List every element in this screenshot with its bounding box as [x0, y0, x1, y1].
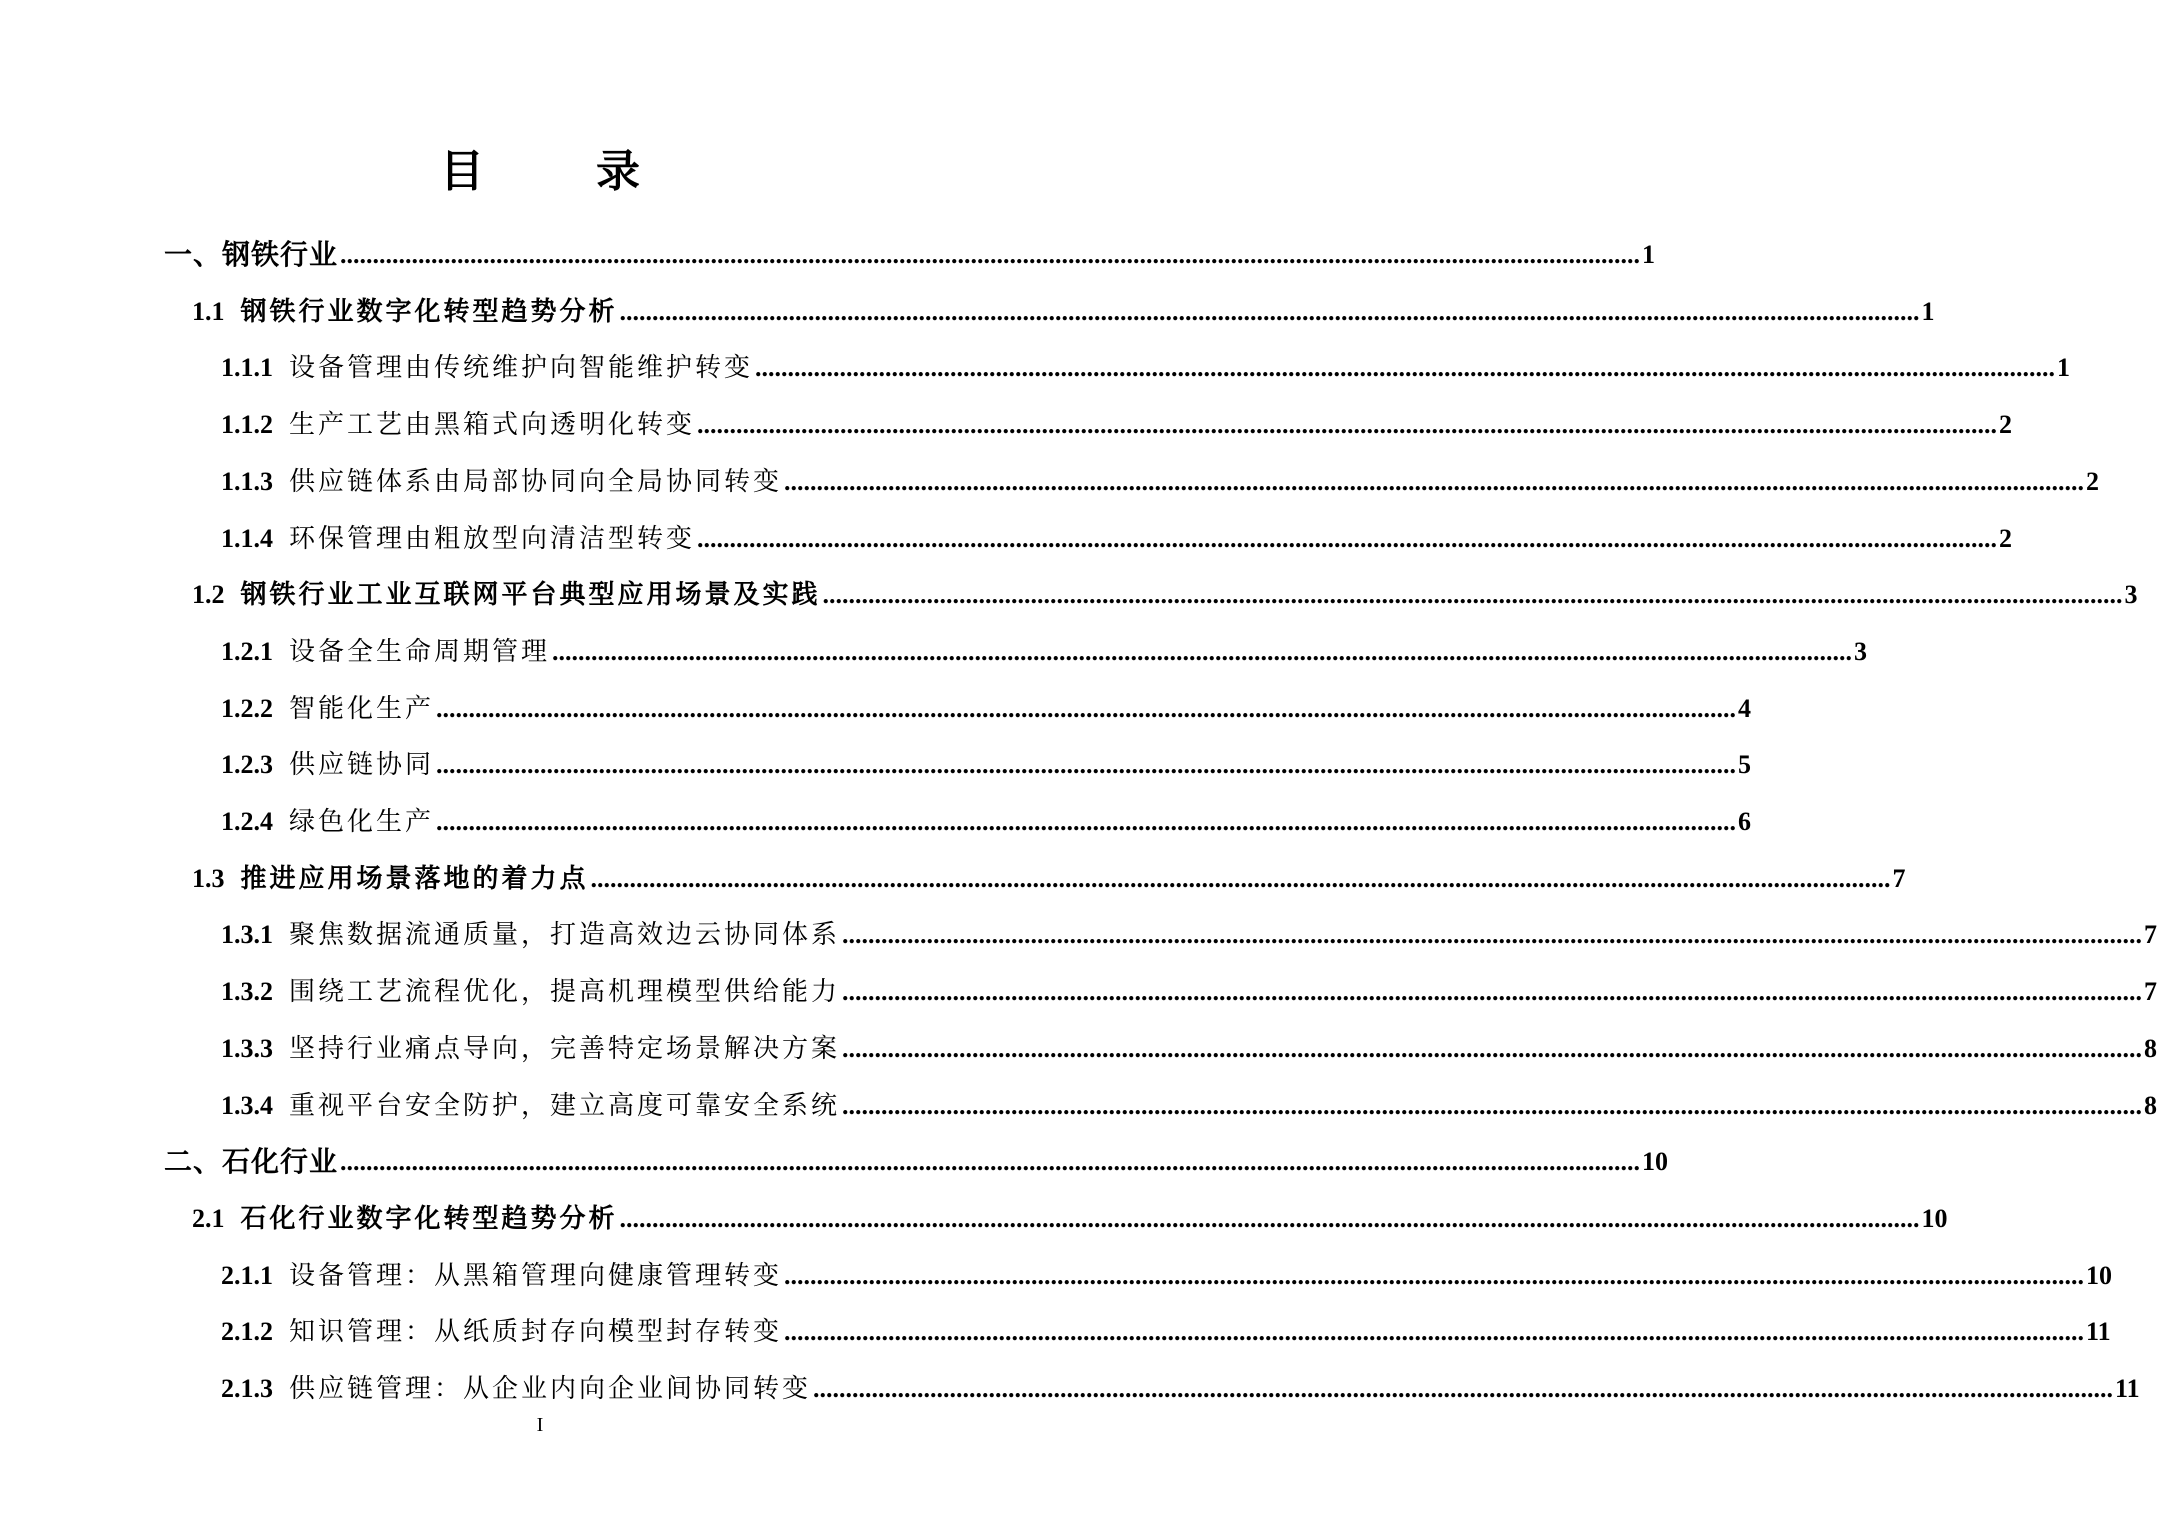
toc-dot-leader: ........................................................................................................................................................................................................ [842, 920, 2143, 950]
toc-entry-number: 1.3.1 [221, 920, 273, 950]
toc-entry-title: 围绕工艺流程优化，提高机理模型供给能力 [289, 977, 841, 1008]
toc-entry[interactable] [192, 840, 1906, 896]
toc-entry-title: 绿色化生产 [289, 807, 435, 837]
toc-entry-title: 供应链管理：从企业内向企业间协同转变 [289, 1374, 812, 1404]
toc-entry-number: 2.1 [192, 1203, 225, 1233]
toc-entry-page: 8 [2144, 1033, 2157, 1063]
toc-entry-page: 2 [1999, 523, 2013, 553]
toc-dot-leader: ........................................................................................................................................................................................................ [619, 296, 1920, 326]
toc-entry[interactable] [164, 216, 1656, 272]
toc-entry-number: 1.3.3 [221, 1033, 273, 1063]
toc-entry-title: 石化行业数字化转型趋势分析 [240, 1203, 618, 1234]
toc-entry[interactable] [221, 670, 1752, 726]
toc-entry-title: 推进应用场景落地的着力点 [240, 863, 589, 894]
toc-entry-number: 2.1.3 [221, 1374, 273, 1403]
toc-entry-title: 钢铁行业数字化转型趋势分析 [240, 296, 618, 327]
page-title-part-1: 目 [440, 146, 484, 197]
toc-entry-page: 10 [2086, 1260, 2113, 1290]
toc-entry[interactable] [221, 726, 1752, 782]
toc-entry[interactable] [221, 1237, 2113, 1293]
toc-entry-number: 1.1.3 [221, 466, 273, 496]
toc-entry-title: 重视平台安全防护，建立高度可靠安全系统 [289, 1090, 841, 1121]
toc-entry-title: 供应链体系由局部协同向全局协同转变 [289, 466, 783, 497]
toc-entry-title: 设备全生命周期管理 [289, 636, 551, 667]
toc-entry[interactable] [192, 1180, 1948, 1236]
page-title-part-2: 录 [596, 146, 640, 197]
toc-entry-page: 10 [1921, 1203, 1948, 1233]
toc-entry-page: 6 [1738, 807, 1752, 836]
toc-entry-page: 2 [1999, 410, 2013, 440]
toc-entry-number: 2.1.1 [221, 1260, 273, 1290]
toc-entry-page: 7 [2144, 920, 2157, 950]
toc-dot-leader: ........................................................................................................................................................................................................ [784, 466, 2085, 496]
page-number: I [536, 1414, 544, 1436]
toc-entry-number: 1.3.4 [221, 1090, 273, 1120]
toc-entry-number: 1.2.1 [221, 636, 273, 666]
toc-entry-number: 1.1.2 [221, 410, 273, 440]
toc-entry-title: 智能化生产 [289, 693, 435, 724]
toc-entry-number: 1.3.2 [221, 977, 273, 1007]
toc-entry-title: 聚焦数据流通质量，打造高效边云协同体系 [289, 920, 841, 951]
toc-dot-leader: ........................................................................................................................................................................................................ [340, 1147, 1641, 1177]
toc-entry[interactable] [221, 1067, 2157, 1123]
toc-entry[interactable] [221, 1350, 2140, 1406]
toc-entry-title: 供应链协同 [289, 750, 435, 781]
toc-entry[interactable] [221, 953, 2157, 1009]
toc-dot-leader: ........................................................................................................................................................................................................ [813, 1374, 2114, 1403]
toc-entry-number: 1.3 [192, 863, 225, 893]
toc-entry-title: 坚持行业痛点导向，完善特定场景解决方案 [289, 1033, 841, 1064]
toc-entry[interactable] [192, 273, 1935, 329]
toc-entry[interactable] [221, 613, 1868, 669]
toc-entry[interactable] [221, 500, 2013, 556]
toc-entry-page: 1 [1921, 296, 1935, 326]
toc-entry[interactable] [192, 556, 2138, 612]
toc-entry-title: 知识管理：从纸质封存向模型封存转变 [289, 1317, 783, 1348]
toc-dot-leader: ........................................................................................................................................................................................................ [340, 240, 1641, 269]
toc-entry-number: 1.1 [192, 296, 225, 326]
toc-entry-title: 生产工艺由黑箱式向透明化转变 [289, 410, 696, 441]
toc-dot-leader: ........................................................................................................................................................................................................ [436, 750, 1737, 780]
toc-entry-page: 7 [2144, 977, 2157, 1007]
toc-entry-number: 1.2.3 [221, 750, 273, 780]
toc-entry-number: 1.1.4 [221, 523, 273, 553]
toc-entry-title: 一、钢铁行业 [164, 238, 339, 271]
toc-entry[interactable] [221, 1293, 2111, 1349]
toc-entry-page: 2 [2086, 466, 2100, 496]
toc-entry-page: 1 [1642, 240, 1656, 269]
toc-entry-number: 1.1.1 [221, 353, 273, 383]
toc-dot-leader: ........................................................................................................................................................................................................ [842, 977, 2143, 1007]
toc-entry-page: 5 [1738, 750, 1752, 780]
toc-entry-number: 1.2.2 [221, 693, 273, 723]
toc-dot-leader: ........................................................................................................................................................................................................ [619, 1203, 1920, 1233]
toc-entry[interactable] [221, 896, 2157, 952]
toc-entry-page: 7 [1892, 863, 1906, 893]
toc-entry-title: 环保管理由粗放型向清洁型转变 [289, 523, 696, 554]
toc-entry-title: 设备管理由传统维护向智能维护转变 [289, 353, 754, 384]
toc-entry-title: 钢铁行业工业互联网平台典型应用场景及实践 [240, 580, 821, 611]
toc-dot-leader: ........................................................................................................................................................................................................ [697, 523, 1998, 553]
toc-entry-page: 4 [1738, 693, 1752, 723]
toc-entry-page: 11 [2086, 1317, 2111, 1347]
toc-entry-number: 1.2.4 [221, 807, 273, 836]
toc-entry-page: 11 [2115, 1374, 2140, 1403]
toc-entry[interactable] [221, 386, 2013, 442]
toc-dot-leader: ........................................................................................................................................................................................................ [784, 1317, 2085, 1347]
toc-dot-leader: ........................................................................................................................................................................................................ [697, 410, 1998, 440]
toc-entry-number: 1.2 [192, 580, 225, 610]
toc-dot-leader: ........................................................................................................................................................................................................ [842, 1090, 2143, 1120]
toc-dot-leader: ........................................................................................................................................................................................................ [755, 353, 2056, 383]
toc-dot-leader: ........................................................................................................................................................................................................ [436, 807, 1737, 836]
toc-dot-leader: ........................................................................................................................................................................................................ [842, 1033, 2143, 1063]
toc-entry-number: 2.1.2 [221, 1317, 273, 1347]
toc-entry[interactable] [221, 443, 2100, 499]
toc-dot-leader: ........................................................................................................................................................................................................ [552, 636, 1853, 666]
toc-entry[interactable] [221, 783, 1752, 839]
toc-entry[interactable] [164, 1123, 1669, 1179]
toc-entry-page: 3 [1854, 636, 1868, 666]
page-title [0, 146, 1080, 198]
toc-entry-page: 10 [1642, 1147, 1669, 1177]
toc-dot-leader: ........................................................................................................................................................................................................ [822, 580, 2123, 610]
toc-entry-page: 8 [2144, 1090, 2157, 1120]
toc-dot-leader: ........................................................................................................................................................................................................ [590, 863, 1891, 893]
toc-entry[interactable] [221, 1010, 2157, 1066]
toc-entry-page: 3 [2124, 580, 2138, 610]
toc-entry-title: 设备管理：从黑箱管理向健康管理转变 [289, 1260, 783, 1291]
toc-entry[interactable] [221, 329, 2071, 385]
toc-dot-leader: ........................................................................................................................................................................................................ [784, 1260, 2085, 1290]
toc-entry-page: 1 [2057, 353, 2071, 383]
toc-entry-title: 二、石化行业 [164, 1145, 339, 1179]
toc-dot-leader: ........................................................................................................................................................................................................ [436, 693, 1737, 723]
